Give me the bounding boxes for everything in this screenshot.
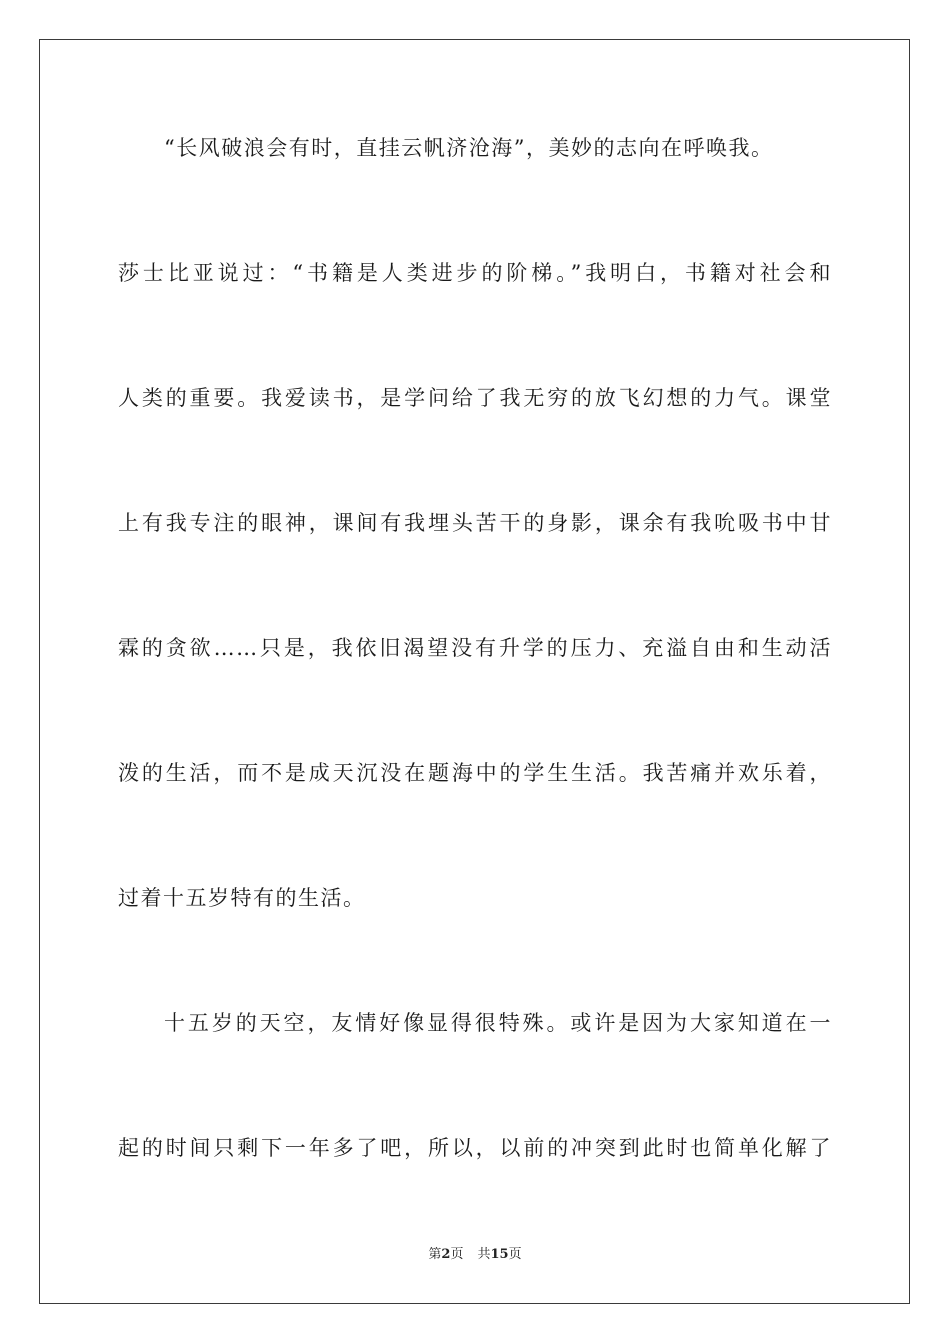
page-border [39,39,910,1304]
text-line: “长风破浪会有时，直挂云帆济沧海”，美妙的志向在呼唤我。 [164,136,774,160]
text-line: 起的时间只剩下一年多了吧，所以，以前的冲突到此时也简单化解了 [118,1136,832,1160]
text-line: 过着十五岁特有的生活。 [118,886,366,910]
text-line: 莎士比亚说过：“书籍是人类进步的阶梯。”我明白，书籍对社会和 [118,261,832,285]
text-line: 人类的重要。我爱读书，是学问给了我无穷的放飞幻想的力气。课堂 [118,386,832,410]
page-number: 2 [441,1247,451,1262]
page-footer [0,1246,950,1264]
text-line: 十五岁的天空，友情好像显得很特殊。或许是因为大家知道在一 [164,1011,832,1035]
total-suffix: 页 [508,1247,522,1262]
text-line: 霖的贪欲……只是，我依旧渴望没有升学的压力、充溢自由和生动活 [118,636,832,660]
text-line: 上有我专注的眼神，课间有我埋头苦干的身影，课余有我吮吸书中甘 [118,511,832,535]
total-pages: 15 [490,1247,509,1262]
text-line: 泼的生活，而不是成天沉没在题海中的学生生活。我苦痛并欢乐着， [118,761,832,785]
total-prefix: 共 [477,1247,491,1262]
page-suffix: 页 [450,1247,464,1262]
page-prefix: 第 [428,1247,442,1262]
